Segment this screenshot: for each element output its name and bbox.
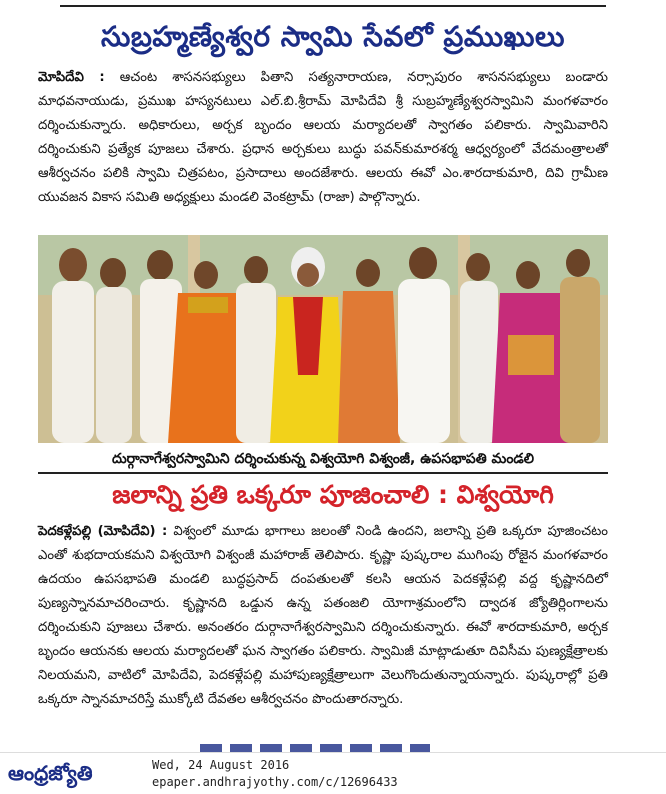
andhrajyothy-logo: ఆంధ్రజ్యోతి [8, 761, 93, 785]
publication-date: Wed, 24 August 2016 [152, 758, 290, 772]
article1-body: ఆచంట శాసనసభ్యులు పితాని సత్యనారాయణ, నర్సాపురం శాసనసభ్యులు బండారు మాధవనాయుడు, ప్రముఖ హస్యనటులు ఎల్.బి.శ్రీరామ్ మోపిదేవి శ్రీ సుబ్రహ్మణ్యేశ్వరస్వామిని మంగళవారం దర్శించుకున్నారు. అధికారులు, అర్చక బృందం ఆలయ మర్యాదలతో స్వాగతం పలికారు. స్వామివారిని దర్శించుకుని ప్రత్యేక పూజలు చేశారు. ప్రధాన అర్చకులు బుద్ధు పవన్‌కుమారశర్మ ఆధ్వర్యంలో వేదమంత్రాలతో ఆశీర్వచనం పలికి స్వామి చిత్రపటం, ప్రసాదాలు అందజేశారు. ఆలయ ఈవో ఎం.శారదాకుమారి, దివి గ్రామీణ యువజన వికాస సమితి అధ్యక్షులు మండలి వెంకట్రామ్ (రాజా) పాల్గొన్నారు. [38, 70, 608, 205]
footer [0, 752, 666, 794]
epaper-url[interactable]: epaper.andhrajyothy.com/c/12696433 [152, 775, 398, 789]
article1-body-block [38, 66, 608, 210]
next-headline-cropped [200, 744, 430, 752]
article2-headline: జలాన్ని ప్రతి ఒక్కరూ పూజించాలి : విశ్వయోగి [112, 480, 554, 509]
article1-headline: సుబ్రహ్మణ్యేశ్వర స్వామి సేవలో ప్రముఖులు [100, 20, 565, 53]
news-photo [38, 235, 608, 443]
article2-body-block [38, 520, 608, 712]
article2-body: విశ్వంలో మూడు భాగాలు జలంతో నిండి ఉందని, జలాన్ని ప్రతి ఒక్కరూ పూజించటం ఎంతో శుభదాయకమని విశ్వయోగి విశ్వంజీ మహారాజ్ తెలిపారు. కృష్ణా పుష్కరాల ముగింపు రోజైన మంగళవారం ఉదయం ఉపసభాపతి మండలి బుద్ధప్రసాద్ దంపతులతో కలసి ఆయన పెదకళ్లేపల్లి వద్ద కృష్ణానదిలో పుణ్యస్నానమాచరించారు. కృష్ణానది ఒడ్డున ఉన్న పతంజలి యోగాశ్రమంలోని ద్వాదశ జ్యోతిర్లింగాలను దర్శించుకుని పూజలు చేశారు. అనంతరం దుర్గానాగేశ్వరస్వామిని దర్శించుకున్నారు. ఈవో శారదాకుమారి, అర్చక బృందం ఆయనకు ఆలయ మర్యాదలతో ఘన స్వాగతం పలికారు. స్వామిజీ మాట్లాడుతూ దివిసీమ పుణ్యక్షేత్రాలకు నిలయమని, వాటిలో మోపిదేవి, పెదకళ్లేపల్లి మహాపుణ్యక్షేత్రాలుగా వెలుగొందుతున్నాయన్నారు. పుష్కరాల్లో ప్రతి ఒక్కరూ స్నానమాచరిస్తే ముక్కోటి దేవతల ఆశీర్వచనం పొందుతారన్నారు. [38, 524, 608, 707]
top-rule [0, 0, 666, 14]
footer-meta [152, 757, 398, 791]
news-photo-illustration [38, 235, 608, 443]
article1-dateline: మోపిదేవి : [38, 70, 105, 85]
photo-caption: దుర్గానాగేశ్వరస్వామిని దర్శించుకున్న విశ్వయోగి విశ్వంజీ, ఉపసభాపతి మండలి [38, 446, 608, 474]
article2-dateline: పెదకళ్లేపల్లి (మోపిదేవి) : [38, 524, 168, 539]
